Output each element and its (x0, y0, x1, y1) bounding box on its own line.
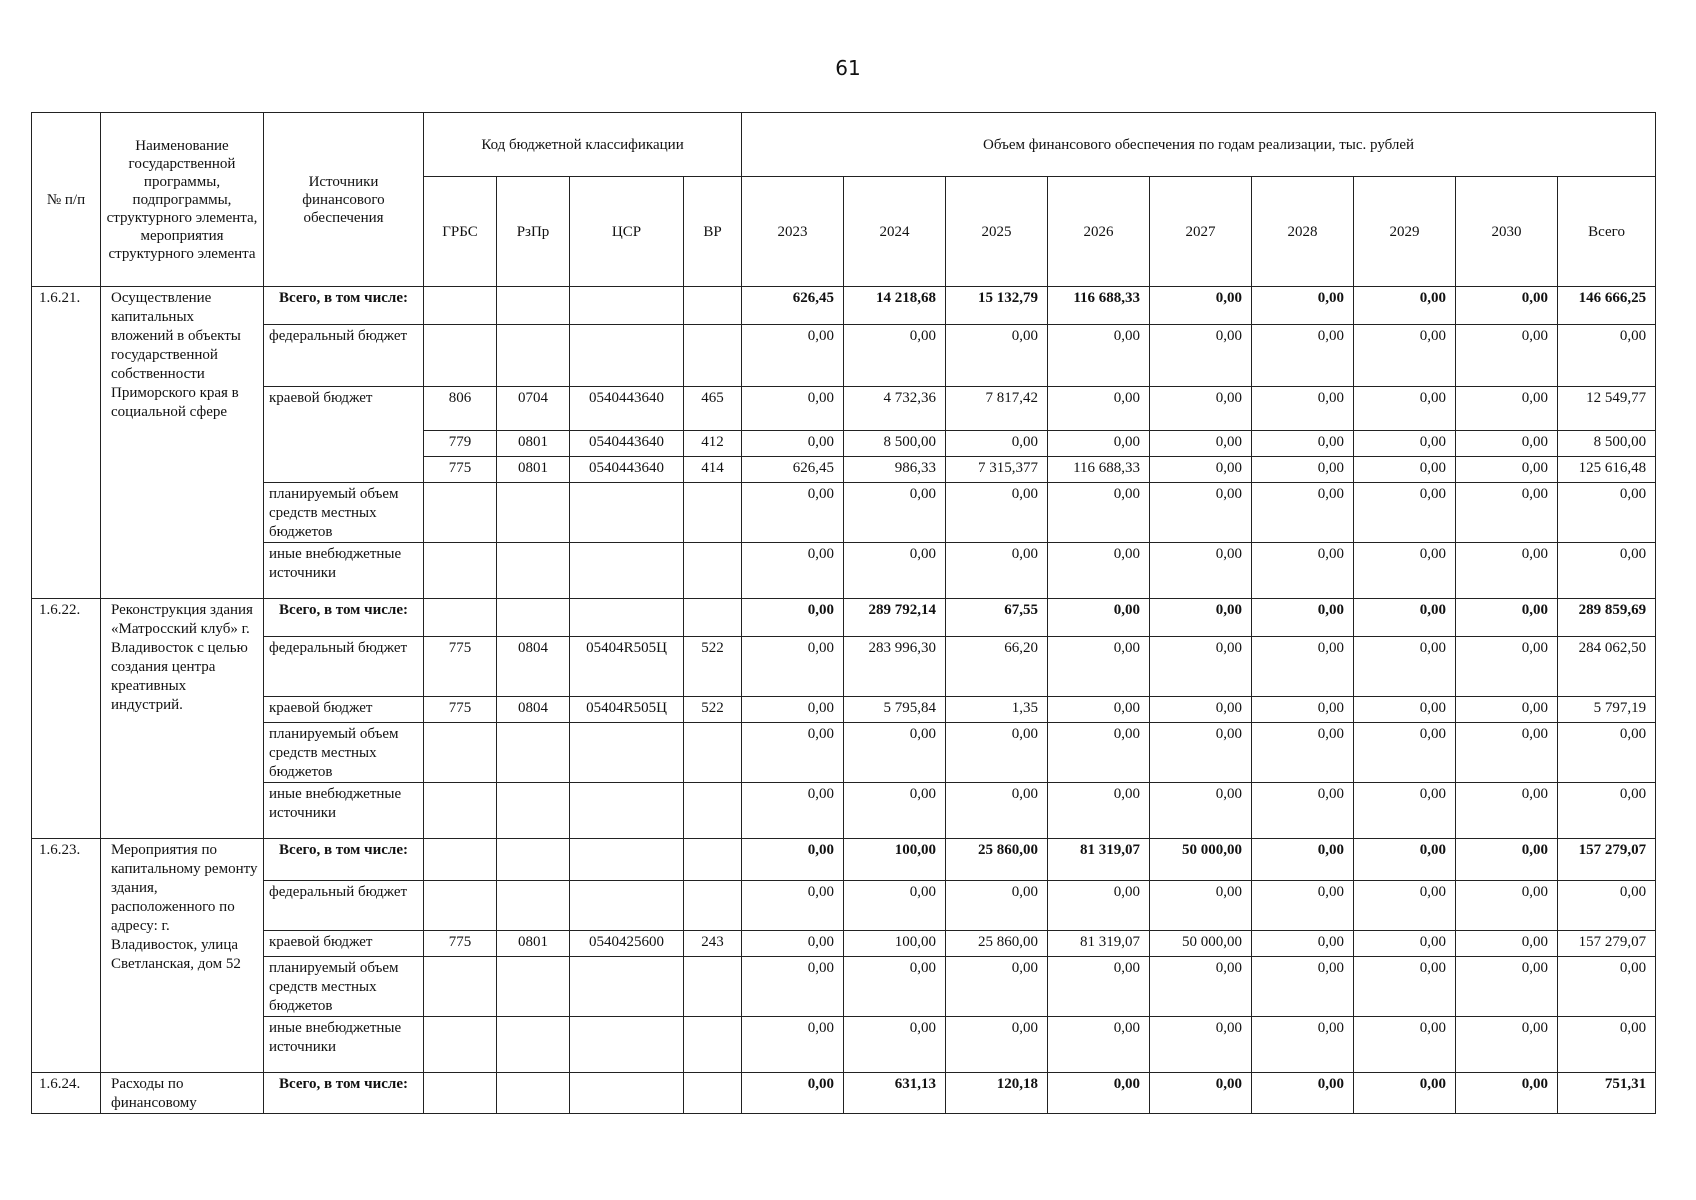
year-value: 0,00 (1150, 957, 1252, 1017)
year-value: 0,00 (742, 483, 844, 543)
header-year: 2025 (946, 177, 1048, 287)
year-value: 116 688,33 (1048, 457, 1150, 483)
page-number: 61 (835, 56, 861, 80)
code-rzpr (497, 957, 570, 1017)
year-value: 50 000,00 (1150, 931, 1252, 957)
header-year: 2030 (1456, 177, 1558, 287)
code-grbs: 779 (424, 431, 497, 457)
code-cell (570, 287, 684, 325)
year-value: 0,00 (1456, 543, 1558, 599)
year-value: 0,00 (1456, 387, 1558, 431)
year-value: 0,00 (1252, 483, 1354, 543)
code-rzpr (497, 723, 570, 783)
year-value: 0,00 (1150, 287, 1252, 325)
source-row (32, 483, 1656, 543)
section-total-row (32, 287, 1656, 325)
year-value: 0,00 (1048, 1017, 1150, 1073)
year-value: 0,00 (946, 783, 1048, 839)
code-cell (497, 1073, 570, 1114)
year-value: 0,00 (946, 1017, 1048, 1073)
year-value: 0,00 (1150, 637, 1252, 697)
year-value: 100,00 (844, 839, 946, 881)
year-value: 0,00 (1252, 931, 1354, 957)
year-value: 0,00 (1150, 723, 1252, 783)
code-grbs (424, 723, 497, 783)
source-label: федеральный бюджет (264, 881, 424, 931)
year-value: 283 996,30 (844, 637, 946, 697)
row-name: Мероприятия по капитальному ремонту здания, расположенного по адресу: г. Владивосток, улица Светланская, дом 52 (101, 839, 264, 1073)
source-label: краевой бюджет (264, 387, 424, 483)
year-value: 0,00 (1354, 287, 1456, 325)
code-rzpr (497, 1017, 570, 1073)
code-vr (684, 881, 742, 931)
year-value: 0,00 (1048, 431, 1150, 457)
year-value: 0,00 (1150, 599, 1252, 637)
code-vr (684, 723, 742, 783)
year-value: 0,00 (1456, 839, 1558, 881)
code-vr: 522 (684, 637, 742, 697)
year-value: 0,00 (844, 957, 946, 1017)
year-value: 0,00 (1252, 697, 1354, 723)
header-year: 2024 (844, 177, 946, 287)
year-value: 1,35 (946, 697, 1048, 723)
code-csr: 05404R505Ц (570, 697, 684, 723)
year-value: 0,00 (1354, 783, 1456, 839)
section-total-row (32, 599, 1656, 637)
year-value: 0,00 (946, 723, 1048, 783)
code-csr: 0540443640 (570, 387, 684, 431)
code-rzpr (497, 483, 570, 543)
year-value: 0,00 (1252, 881, 1354, 931)
year-value: 25 860,00 (946, 931, 1048, 957)
year-value: 626,45 (742, 287, 844, 325)
year-value: 0,00 (946, 543, 1048, 599)
year-value: 7 817,42 (946, 387, 1048, 431)
year-value: 0,00 (742, 881, 844, 931)
code-csr (570, 783, 684, 839)
year-value: 0,00 (1456, 287, 1558, 325)
year-value: 0,00 (1252, 783, 1354, 839)
code-rzpr (497, 783, 570, 839)
header-source: Источники финансового обеспечения (264, 113, 424, 287)
year-value: 0,00 (1456, 723, 1558, 783)
section-total-row (32, 1073, 1656, 1114)
year-value: 0,00 (742, 637, 844, 697)
code-grbs (424, 325, 497, 387)
year-value: 0,00 (1456, 931, 1558, 957)
year-value: 0,00 (1150, 1017, 1252, 1073)
total-value: 0,00 (1558, 483, 1656, 543)
year-value: 4 732,36 (844, 387, 946, 431)
code-grbs (424, 783, 497, 839)
header-year: 2028 (1252, 177, 1354, 287)
code-rzpr: 0804 (497, 697, 570, 723)
year-value: 0,00 (946, 483, 1048, 543)
year-value: 0,00 (742, 325, 844, 387)
year-value: 0,00 (1252, 287, 1354, 325)
year-value: 0,00 (1456, 783, 1558, 839)
year-value: 0,00 (1354, 881, 1456, 931)
year-value: 0,00 (1048, 957, 1150, 1017)
year-value: 0,00 (844, 543, 946, 599)
year-value: 0,00 (1354, 599, 1456, 637)
code-csr (570, 543, 684, 599)
year-value: 50 000,00 (1150, 839, 1252, 881)
year-value: 0,00 (844, 783, 946, 839)
year-value: 0,00 (1354, 637, 1456, 697)
code-cell (570, 599, 684, 637)
code-csr (570, 881, 684, 931)
code-vr: 412 (684, 431, 742, 457)
total-value: 0,00 (1558, 723, 1656, 783)
year-value: 0,00 (1150, 881, 1252, 931)
header-name: Наименование государственной программы, подпрограммы, структурного элемента, мероприятия структурного элемента (101, 113, 264, 287)
code-vr: 522 (684, 697, 742, 723)
year-value: 0,00 (1048, 543, 1150, 599)
code-cell (424, 839, 497, 881)
year-value: 0,00 (1252, 431, 1354, 457)
row-name: Реконструкция здания «Матросский клуб» г. Владивосток с целью создания центра креативных индустрий. (101, 599, 264, 839)
year-value: 0,00 (946, 431, 1048, 457)
total-value: 284 062,50 (1558, 637, 1656, 697)
year-value: 0,00 (1048, 387, 1150, 431)
year-value: 0,00 (1354, 957, 1456, 1017)
year-value: 626,45 (742, 457, 844, 483)
year-value: 0,00 (742, 599, 844, 637)
year-value: 100,00 (844, 931, 946, 957)
header-code-grbs: ГРБС (424, 177, 497, 287)
year-value: 0,00 (1354, 723, 1456, 783)
row-index: 1.6.24. (32, 1073, 101, 1114)
total-value: 0,00 (1558, 957, 1656, 1017)
source-label: планируемый объем средств местных бюджетов (264, 483, 424, 543)
year-value: 0,00 (1252, 1073, 1354, 1114)
year-value: 0,00 (1354, 1073, 1456, 1114)
source-total-label: Всего, в том числе: (264, 287, 424, 325)
source-row (32, 387, 1656, 431)
year-value: 0,00 (1048, 881, 1150, 931)
source-label: иные внебюджетные источники (264, 783, 424, 839)
year-value: 0,00 (1252, 457, 1354, 483)
source-total-label: Всего, в том числе: (264, 839, 424, 881)
code-rzpr: 0801 (497, 931, 570, 957)
source-row (32, 783, 1656, 839)
code-cell (497, 599, 570, 637)
section-total-row (32, 839, 1656, 881)
header-total: Всего (1558, 177, 1656, 287)
year-value: 0,00 (742, 387, 844, 431)
year-value: 289 792,14 (844, 599, 946, 637)
year-value: 0,00 (1252, 957, 1354, 1017)
code-rzpr (497, 881, 570, 931)
header-index: № п/п (32, 113, 101, 287)
source-label: краевой бюджет (264, 697, 424, 723)
code-cell (497, 839, 570, 881)
source-label: иные внебюджетные источники (264, 1017, 424, 1073)
code-grbs: 775 (424, 697, 497, 723)
year-value: 0,00 (1150, 431, 1252, 457)
source-label: планируемый объем средств местных бюджетов (264, 723, 424, 783)
total-value: 125 616,48 (1558, 457, 1656, 483)
code-cell (424, 1073, 497, 1114)
header-code-csr: ЦСР (570, 177, 684, 287)
code-grbs (424, 881, 497, 931)
year-value: 7 315,377 (946, 457, 1048, 483)
code-grbs: 775 (424, 931, 497, 957)
source-row (32, 931, 1656, 957)
header-year: 2029 (1354, 177, 1456, 287)
total-value: 146 666,25 (1558, 287, 1656, 325)
budget-table (31, 112, 1656, 1114)
year-value: 0,00 (946, 957, 1048, 1017)
year-value: 25 860,00 (946, 839, 1048, 881)
year-value: 81 319,07 (1048, 931, 1150, 957)
code-csr: 0540425600 (570, 931, 684, 957)
source-row (32, 637, 1656, 697)
source-row (32, 325, 1656, 387)
total-value: 0,00 (1558, 783, 1656, 839)
year-value: 0,00 (1456, 431, 1558, 457)
year-value: 67,55 (946, 599, 1048, 637)
code-csr: 05404R505Ц (570, 637, 684, 697)
year-value: 0,00 (844, 483, 946, 543)
year-value: 0,00 (1150, 387, 1252, 431)
code-csr (570, 483, 684, 543)
year-value: 15 132,79 (946, 287, 1048, 325)
code-csr (570, 723, 684, 783)
total-value: 289 859,69 (1558, 599, 1656, 637)
code-cell (684, 1073, 742, 1114)
code-cell (684, 599, 742, 637)
year-value: 0,00 (1354, 387, 1456, 431)
year-value: 0,00 (1048, 637, 1150, 697)
year-value: 0,00 (742, 931, 844, 957)
year-value: 0,00 (844, 325, 946, 387)
total-value: 0,00 (1558, 325, 1656, 387)
source-label: планируемый объем средств местных бюджетов (264, 957, 424, 1017)
year-value: 116 688,33 (1048, 287, 1150, 325)
source-row (32, 697, 1656, 723)
code-grbs (424, 483, 497, 543)
total-value: 12 549,77 (1558, 387, 1656, 431)
table-header (32, 113, 1656, 287)
source-row (32, 543, 1656, 599)
row-index: 1.6.22. (32, 599, 101, 839)
year-value: 66,20 (946, 637, 1048, 697)
code-rzpr (497, 543, 570, 599)
code-rzpr: 0704 (497, 387, 570, 431)
code-csr (570, 957, 684, 1017)
code-vr: 465 (684, 387, 742, 431)
code-vr (684, 1017, 742, 1073)
code-vr (684, 783, 742, 839)
year-value: 0,00 (1354, 1017, 1456, 1073)
row-index: 1.6.23. (32, 839, 101, 1073)
year-value: 0,00 (1354, 431, 1456, 457)
year-value: 0,00 (1354, 457, 1456, 483)
year-value: 0,00 (742, 783, 844, 839)
year-value: 0,00 (1456, 1017, 1558, 1073)
year-value: 0,00 (1456, 697, 1558, 723)
year-value: 0,00 (1456, 881, 1558, 931)
year-value: 0,00 (1048, 697, 1150, 723)
code-grbs (424, 957, 497, 1017)
code-grbs: 806 (424, 387, 497, 431)
year-value: 0,00 (742, 543, 844, 599)
year-value: 0,00 (1354, 839, 1456, 881)
year-value: 631,13 (844, 1073, 946, 1114)
row-name: Расходы по финансовому (101, 1073, 264, 1114)
source-label: федеральный бюджет (264, 325, 424, 387)
year-value: 0,00 (742, 839, 844, 881)
table-body (32, 287, 1656, 1114)
code-cell (684, 839, 742, 881)
code-grbs: 775 (424, 637, 497, 697)
code-csr: 0540443640 (570, 457, 684, 483)
year-value: 0,00 (1456, 483, 1558, 543)
source-label: иные внебюджетные источники (264, 543, 424, 599)
total-value: 8 500,00 (1558, 431, 1656, 457)
code-rzpr: 0801 (497, 431, 570, 457)
code-rzpr: 0801 (497, 457, 570, 483)
code-cell (424, 287, 497, 325)
year-value: 8 500,00 (844, 431, 946, 457)
source-total-label: Всего, в том числе: (264, 599, 424, 637)
year-value: 0,00 (1456, 957, 1558, 1017)
code-vr: 243 (684, 931, 742, 957)
year-value: 0,00 (1048, 325, 1150, 387)
year-value: 0,00 (1150, 325, 1252, 387)
code-csr (570, 325, 684, 387)
year-value: 986,33 (844, 457, 946, 483)
year-value: 0,00 (1354, 543, 1456, 599)
code-vr (684, 543, 742, 599)
year-value: 0,00 (1150, 697, 1252, 723)
code-cell (424, 599, 497, 637)
year-value: 0,00 (742, 1017, 844, 1073)
year-value: 0,00 (1456, 325, 1558, 387)
header-code-vr: ВР (684, 177, 742, 287)
row-index: 1.6.21. (32, 287, 101, 599)
year-value: 0,00 (1252, 543, 1354, 599)
header-year: 2026 (1048, 177, 1150, 287)
year-value: 0,00 (946, 881, 1048, 931)
year-value: 120,18 (946, 1073, 1048, 1114)
code-cell (570, 1073, 684, 1114)
year-value: 0,00 (1150, 1073, 1252, 1114)
source-row (32, 723, 1656, 783)
code-grbs: 775 (424, 457, 497, 483)
code-vr: 414 (684, 457, 742, 483)
total-value: 0,00 (1558, 543, 1656, 599)
year-value: 0,00 (844, 723, 946, 783)
year-value: 0,00 (1252, 387, 1354, 431)
source-row (32, 957, 1656, 1017)
header-volume-group: Объем финансового обеспечения по годам реализации, тыс. рублей (742, 113, 1656, 177)
code-grbs (424, 1017, 497, 1073)
source-total-label: Всего, в том числе: (264, 1073, 424, 1114)
source-row (32, 1017, 1656, 1073)
year-value: 0,00 (1150, 783, 1252, 839)
code-cell (570, 839, 684, 881)
code-cell (684, 287, 742, 325)
year-value: 0,00 (844, 881, 946, 931)
year-value: 0,00 (1456, 599, 1558, 637)
year-value: 0,00 (742, 723, 844, 783)
year-value: 0,00 (1150, 457, 1252, 483)
year-value: 0,00 (742, 1073, 844, 1114)
header-year: 2023 (742, 177, 844, 287)
code-vr (684, 325, 742, 387)
year-value: 0,00 (1456, 457, 1558, 483)
year-value: 81 319,07 (1048, 839, 1150, 881)
total-value: 157 279,07 (1558, 839, 1656, 881)
year-value: 0,00 (742, 957, 844, 1017)
year-value: 0,00 (1354, 483, 1456, 543)
year-value: 0,00 (1354, 325, 1456, 387)
year-value: 0,00 (946, 325, 1048, 387)
total-value: 157 279,07 (1558, 931, 1656, 957)
total-value: 0,00 (1558, 1017, 1656, 1073)
source-label: федеральный бюджет (264, 637, 424, 697)
year-value: 0,00 (1354, 931, 1456, 957)
year-value: 0,00 (742, 697, 844, 723)
code-csr (570, 1017, 684, 1073)
code-rzpr (497, 325, 570, 387)
row-name: Осуществление капитальных вложений в объекты государственной собственности Приморского края в социальной сфере (101, 287, 264, 599)
year-value: 0,00 (1252, 1017, 1354, 1073)
code-grbs (424, 543, 497, 599)
total-value: 0,00 (1558, 881, 1656, 931)
header-year: 2027 (1150, 177, 1252, 287)
year-value: 0,00 (1048, 1073, 1150, 1114)
total-value: 751,31 (1558, 1073, 1656, 1114)
year-value: 0,00 (1354, 697, 1456, 723)
year-value: 0,00 (844, 1017, 946, 1073)
year-value: 0,00 (1456, 637, 1558, 697)
code-cell (497, 287, 570, 325)
code-csr: 0540443640 (570, 431, 684, 457)
year-value: 0,00 (1456, 1073, 1558, 1114)
year-value: 0,00 (1048, 783, 1150, 839)
year-value: 0,00 (1252, 723, 1354, 783)
year-value: 0,00 (1048, 599, 1150, 637)
year-value: 0,00 (1252, 599, 1354, 637)
header-code-group: Код бюджетной классификации (424, 113, 742, 177)
code-vr (684, 483, 742, 543)
year-value: 0,00 (1150, 543, 1252, 599)
total-value: 5 797,19 (1558, 697, 1656, 723)
year-value: 0,00 (1252, 839, 1354, 881)
year-value: 0,00 (1252, 325, 1354, 387)
code-rzpr: 0804 (497, 637, 570, 697)
year-value: 0,00 (742, 431, 844, 457)
year-value: 0,00 (1048, 723, 1150, 783)
year-value: 14 218,68 (844, 287, 946, 325)
code-vr (684, 957, 742, 1017)
year-value: 5 795,84 (844, 697, 946, 723)
year-value: 0,00 (1150, 483, 1252, 543)
source-label: краевой бюджет (264, 931, 424, 957)
header-code-rzpr: РзПр (497, 177, 570, 287)
year-value: 0,00 (1252, 637, 1354, 697)
source-row (32, 881, 1656, 931)
year-value: 0,00 (1048, 483, 1150, 543)
